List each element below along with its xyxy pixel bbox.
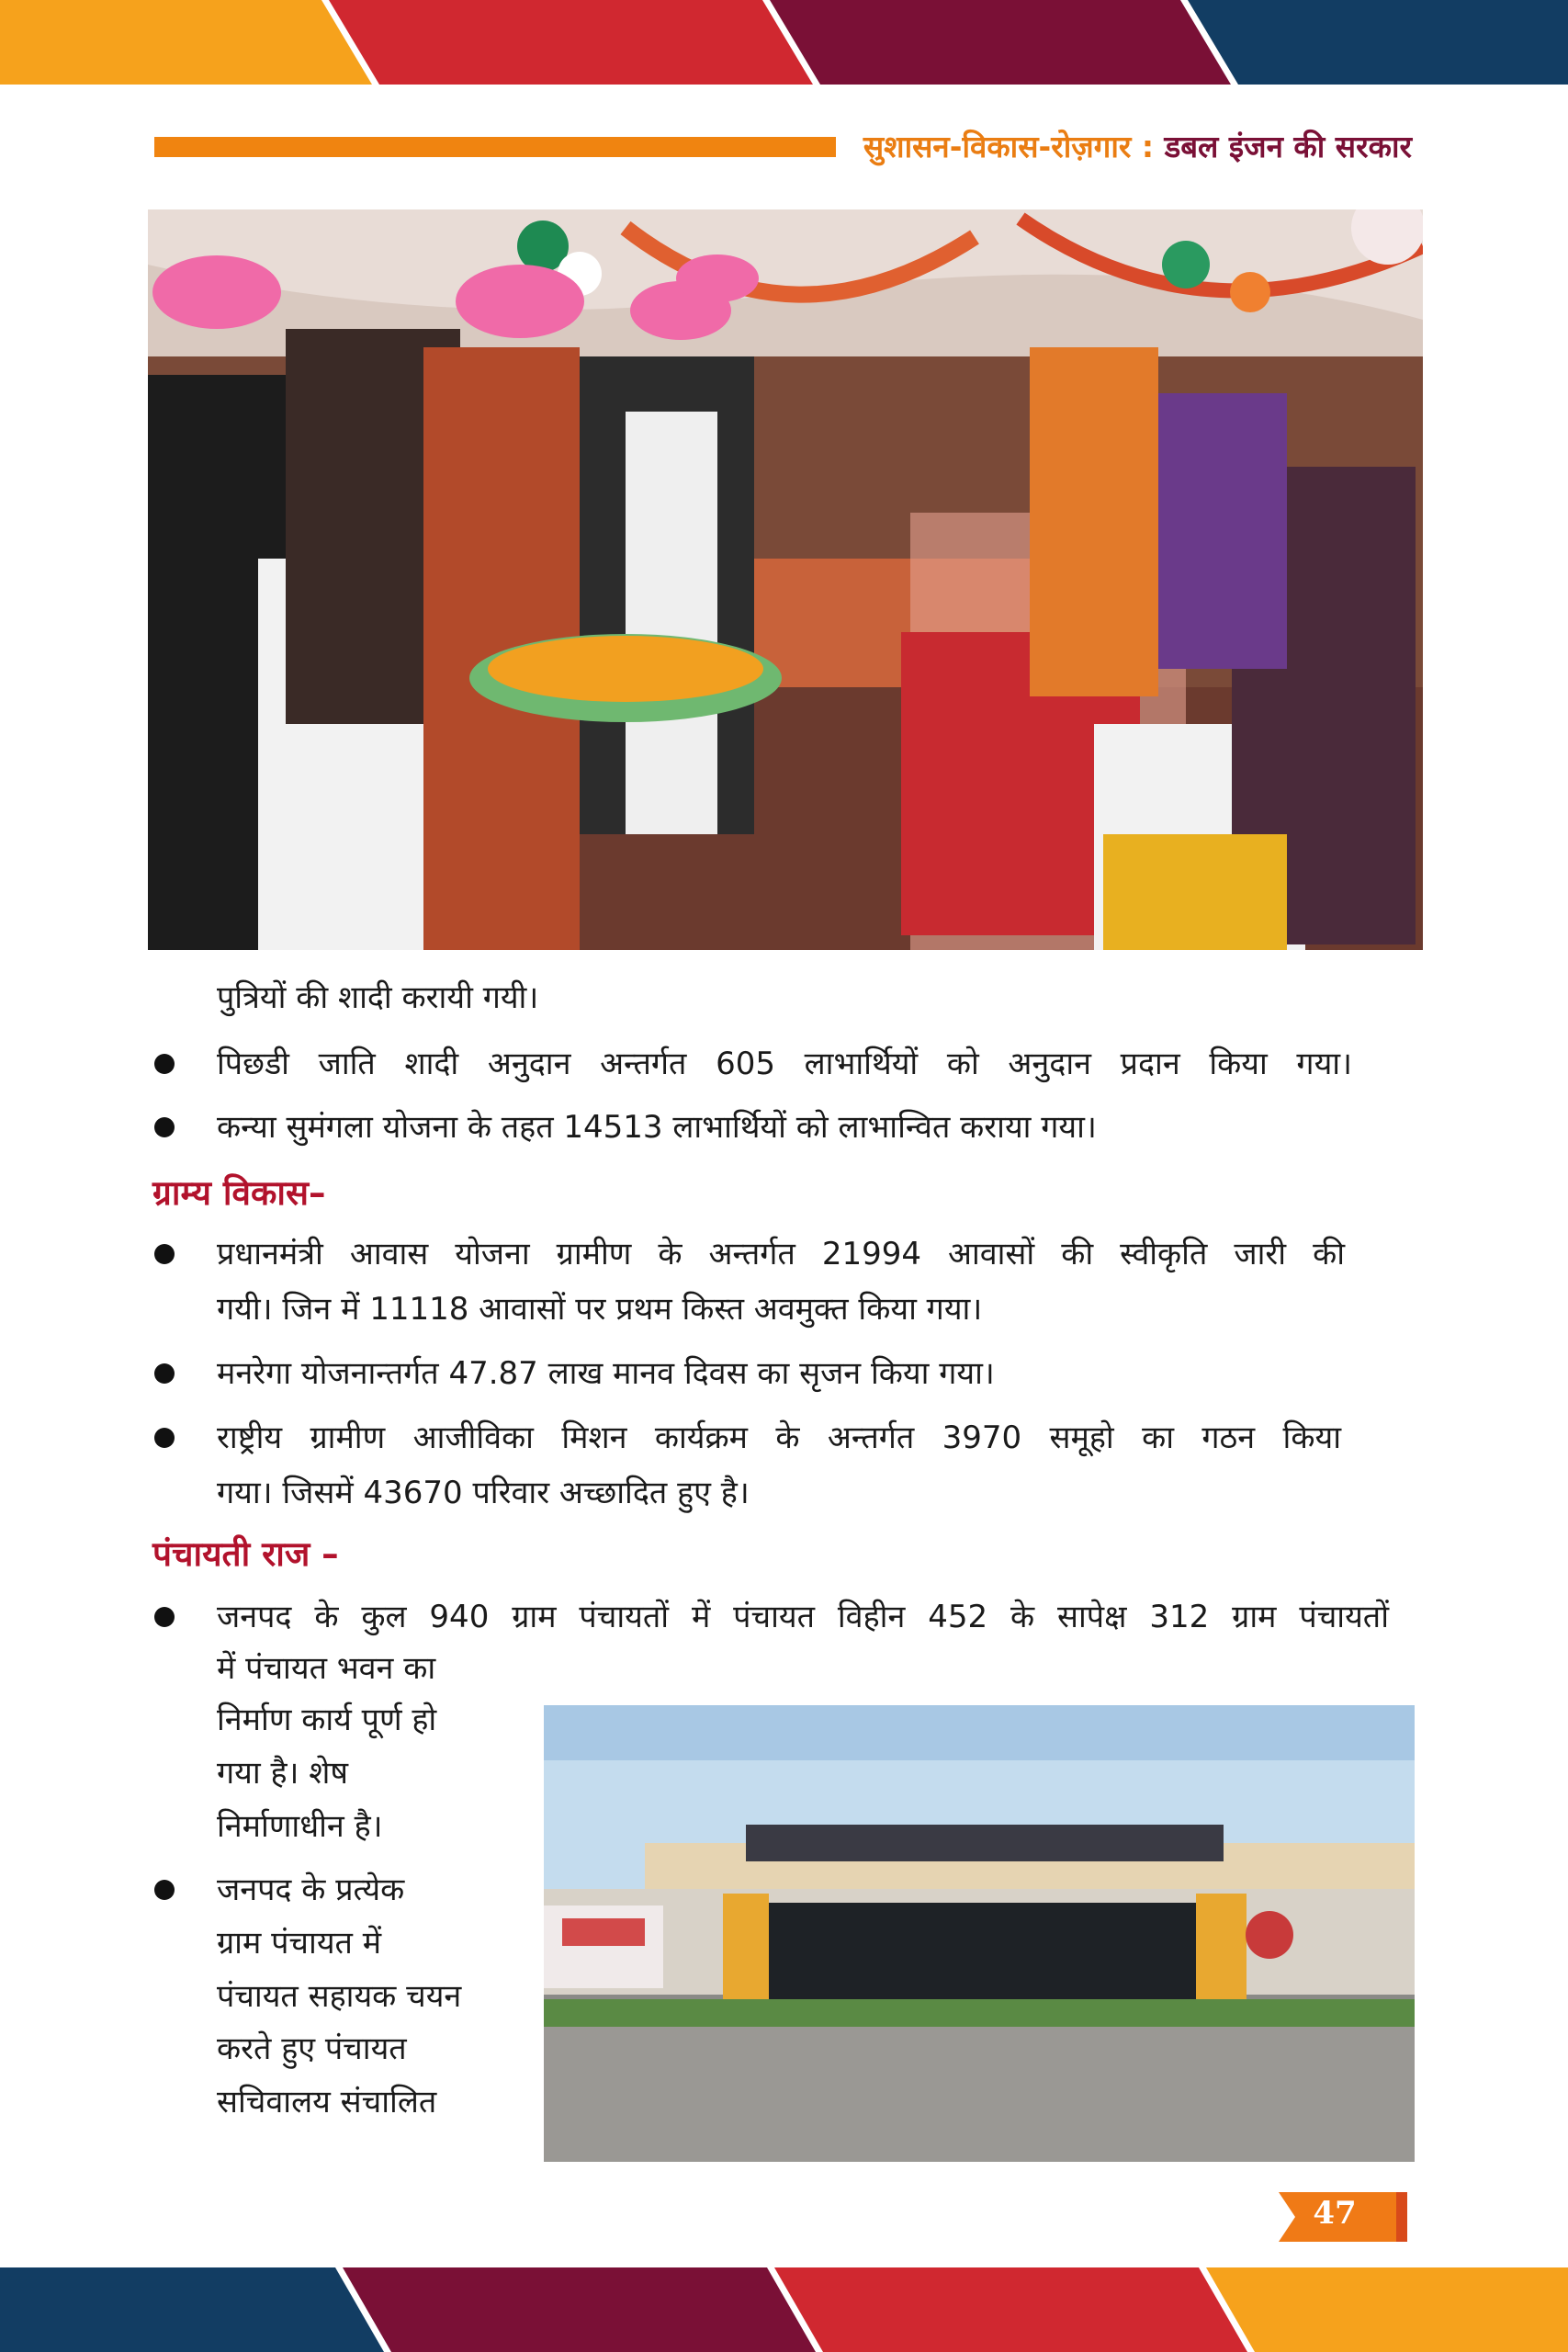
list-item-line: करते हुए पंचायत xyxy=(217,2030,407,2067)
bullet-dot xyxy=(154,1244,175,1264)
bullet-dot xyxy=(154,1117,175,1137)
bullet-dot xyxy=(154,1607,175,1627)
list-item-line: निर्माणाधीन है। xyxy=(217,1808,383,1845)
list-item-line: ग्राम पंचायत में xyxy=(217,1925,382,1962)
page-number: 47 xyxy=(1313,2195,1357,2232)
mass-wedding-ceremony-photo xyxy=(148,209,1423,950)
list-item-line: पंचायत सहायक चयन xyxy=(217,1978,462,2015)
section-heading-rural-development: ग्राम्य विकास– xyxy=(152,1173,326,1213)
bullet-dot xyxy=(154,1363,175,1384)
list-item-line: मनरेगा योजनान्तर्गत 47.87 लाख मानव दिवस का सृजन किया गया। xyxy=(217,1355,995,1392)
list-item-line: जनपद के प्रत्येक xyxy=(217,1871,405,1908)
list-item-line: जनपद के कुल 940 ग्राम पंचायतों में पंचायत विहीन 452 के सापेक्ष 312 ग्राम पंचायतों xyxy=(217,1599,1389,1635)
panchayat-building-photo xyxy=(544,1705,1415,2162)
bullet-dot xyxy=(154,1428,175,1448)
list-item-line: गया है। शेष xyxy=(217,1755,348,1792)
list-item-line: गया। जिसमें 43670 परिवार अच्छादित हुए है। xyxy=(217,1475,750,1511)
list-item-line: सचिवालय संचालित xyxy=(217,2084,437,2120)
list-item: पिछडी जाति शादी अनुदान अन्तर्गत 605 लाभार्थियों को अनुदान प्रदान किया गया। xyxy=(217,1046,1352,1082)
section-heading-panchayati-raj: पंचायती राज – xyxy=(152,1534,339,1574)
running-header xyxy=(863,125,1412,166)
list-item-line: में पंचायत भवन का xyxy=(217,1650,436,1687)
continuation-text: पुत्रियों की शादी करायी गयी। xyxy=(217,979,539,1016)
bullet-dot xyxy=(154,1054,175,1074)
top-color-band xyxy=(0,0,1568,85)
list-item-line: निर्माण कार्य पूर्ण हो xyxy=(217,1702,437,1738)
list-item-line: प्रधानमंत्री आवास योजना ग्रामीण के अन्तर्गत 21994 आवासों की स्वीकृति जारी की xyxy=(217,1236,1345,1272)
header-rule xyxy=(154,137,836,157)
header-title-part1: सुशासन-विकास-रोज़गार : xyxy=(863,129,1165,164)
bottom-color-band xyxy=(0,2267,1568,2352)
list-item-line: गयी। जिन में 11118 आवासों पर प्रथम किस्त अवमुक्त किया गया। xyxy=(217,1291,983,1328)
bullet-dot xyxy=(154,1880,175,1900)
header-title-part2: डबल इंजन की सरकार xyxy=(1164,129,1412,164)
list-item: कन्या सुमंगला योजना के तहत 14513 लाभार्थियों को लाभान्वित कराया गया। xyxy=(217,1109,1097,1146)
list-item-line: राष्ट्रीय ग्रामीण आजीविका मिशन कार्यक्रम के अन्तर्गत 3970 समूहो का गठन किया xyxy=(217,1419,1341,1456)
